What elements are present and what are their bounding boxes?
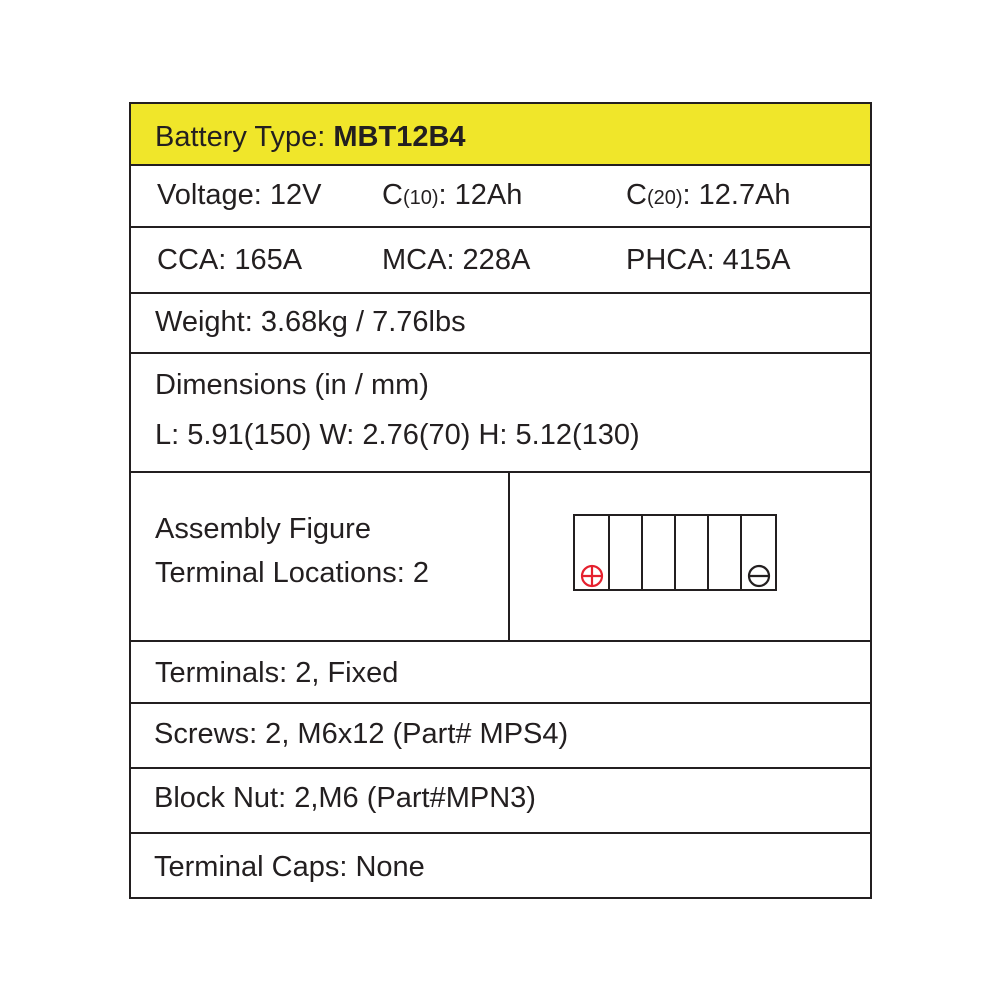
assembly-title: Assembly Figure <box>155 513 371 545</box>
mca-value: MCA: 228A <box>382 244 531 276</box>
terminal-caps-row <box>131 834 870 897</box>
dimensions-title: Dimensions (in / mm) <box>155 369 429 401</box>
screws-value: Screws: 2, M6x12 (Part# MPS4) <box>154 718 569 750</box>
battery-model: MBT12B4 <box>333 121 466 153</box>
negative-terminal-icon <box>749 566 769 586</box>
weight-row <box>131 294 870 354</box>
battery-type-row <box>131 104 870 166</box>
battery-terminal-diagram <box>573 514 777 591</box>
column-divider <box>508 473 510 640</box>
terminal-caps-value: Terminal Caps: None <box>154 851 425 883</box>
block-nut-value: Block Nut: 2,M6 (Part#MPN3) <box>154 782 536 814</box>
screws-row <box>131 704 870 769</box>
cranking-amps-row <box>131 228 870 294</box>
weight-value: Weight: 3.68kg / 7.76lbs <box>155 306 466 338</box>
battery-type-text <box>155 123 466 152</box>
voltage-value: Voltage: 12V <box>157 179 322 211</box>
assembly-row <box>131 473 870 642</box>
terminals-value: Terminals: 2, Fixed <box>155 657 399 689</box>
battery-spec-table <box>129 102 872 899</box>
block-nut-row <box>131 769 870 834</box>
battery-type-label: Battery Type: <box>155 121 334 153</box>
c10-capacity: C(10): 12Ah <box>382 179 523 211</box>
terminals-row <box>131 642 870 704</box>
dimensions-values: L: 5.91(150) W: 2.76(70) H: 5.12(130) <box>155 419 640 451</box>
terminal-locations: Terminal Locations: 2 <box>155 557 430 589</box>
phca-value: PHCA: 415A <box>626 244 791 276</box>
positive-terminal-icon <box>582 566 602 586</box>
cca-value: CCA: 165A <box>157 244 303 276</box>
c20-capacity: C(20): 12.7Ah <box>626 179 791 211</box>
dimensions-row <box>131 354 870 473</box>
voltage-capacity-row <box>131 166 870 228</box>
